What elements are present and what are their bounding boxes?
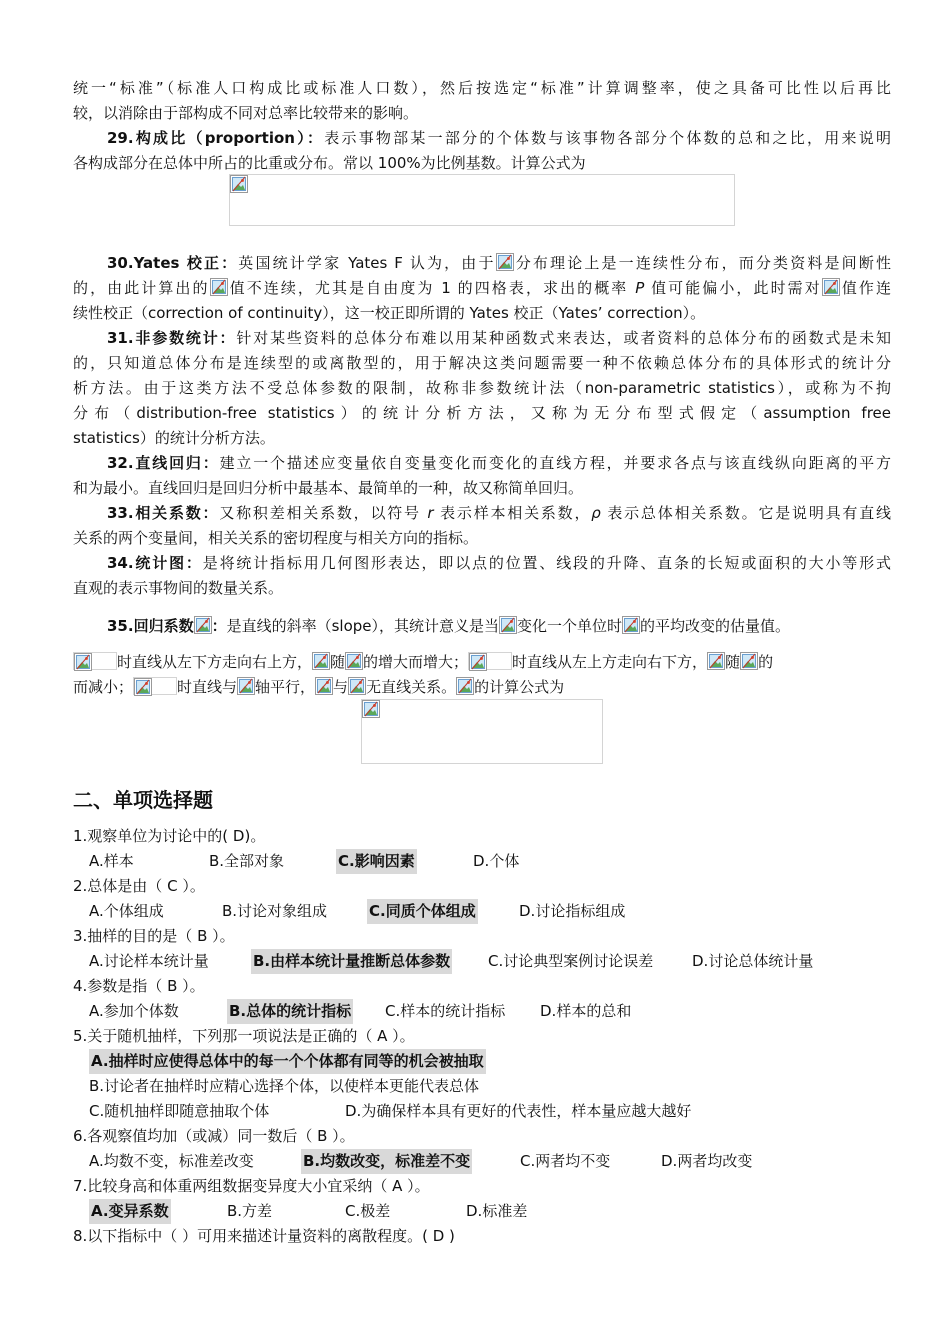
option: D.两者均改变 (661, 1152, 753, 1170)
option: A.样本 (89, 852, 134, 870)
b-image-icon (194, 616, 212, 634)
broken-image-icon (134, 678, 152, 696)
term-35-line-3: 而减小； 时直线与 轴平行， 与 无直线关系。 的计算公式为 (73, 678, 565, 696)
chi-square-image-icon (210, 278, 228, 296)
b-image-icon (456, 677, 474, 695)
correct-option: B.由样本统计量推断总体参数 (251, 949, 452, 974)
y-image-icon (707, 652, 725, 670)
inline-formula-box (468, 652, 512, 670)
question-5: 5.关于随机抽样，下列那一项说法是正确的（ A ）。 (73, 1027, 415, 1045)
inline-formula-box (133, 677, 177, 695)
question-2: 2.总体是由（ C ）。 (73, 877, 205, 895)
term-34-line-1: 34.统计图：是将统计指标用几何图形表达，即以点的位置、线段的升降、直条的长短或面积的大小等形式 (107, 554, 891, 572)
term-30-line-1: 30.Yates 校正：英国统计学家 Yates F 认为，由于 分布理论上是一连续性分布，而分类资料是间断性 (107, 254, 891, 272)
correct-option: A.抽样时应使得总体中的每一个个体都有同等的机会被抽取 (89, 1049, 486, 1074)
term-31-line-4: 分布（distribution-free statistics）的统计分析方法，又称为无分布型式假定（assumption free (73, 404, 891, 422)
correct-option: B.均数改变，标准差不变 (301, 1149, 472, 1174)
formula-image-frame (361, 699, 603, 764)
term-35-line-1: 35.回归系数 ：是直线的斜率（slope），其统计意义是当 变化一个单位时 的平均改变的估量值。 (107, 617, 791, 635)
question-3: 3.抽样的目的是（ B ）。 (73, 927, 235, 945)
term-35-title: 35.回归系数 (107, 617, 194, 635)
y-image-icon (622, 616, 640, 634)
x-image-icon (237, 677, 255, 695)
question-6: 6.各观察值均加（或减）同一数后（ B ）。 (73, 1127, 355, 1145)
chi-square-image-icon (496, 253, 514, 271)
option: B.全部对象 (209, 852, 285, 870)
term-30-title: 30.Yates 校正： (107, 254, 239, 272)
option: A.均数不变，标准差改变 (89, 1152, 254, 1170)
term-31-line-3: 析方法。由于这类方法不受总体参数的限制，故称非参数统计法（non-parametric statistics），或称为不拘 (73, 379, 891, 397)
y-image-icon (312, 652, 330, 670)
term-32-line-1: 32.直线回归：建立一个描述应变量依自变量变化而变化的直线方程，并要求各点与该直线纵向距离的平方 (107, 454, 891, 472)
question-7: 7.比较身高和体重两组数据变异度大小宜采纳（ A ）。 (73, 1177, 430, 1195)
term-30-line-3: 续性校正（correction of continuity），这一校正即所谓的 Yates 校正（Yates’ correction）。 (73, 304, 706, 322)
option: C.随机抽样即随意抽取个体 (89, 1102, 270, 1120)
option: D.个体 (473, 852, 520, 870)
inline-formula-box (73, 652, 117, 670)
term-30-line-2: 的，由此计算出的 值不连续，尤其是自由度为 1 的四格表，求出的概率 P 值可能偏小，此时需对 值作连 (73, 279, 891, 297)
correct-option: B.总体的统计指标 (227, 999, 353, 1024)
term-33-line-2: 关系的两个变量间，相关关系的密切程度与相关方向的指标。 (73, 529, 479, 547)
option: B.方差 (227, 1202, 273, 1220)
question-4: 4.参数是指（ B ）。 (73, 977, 205, 995)
term-35-line-2: 时直线从左下方走向右上方， 随 的增大而增大； 时直线从左上方走向右下方， 随 的 (73, 650, 891, 675)
term-29-title: 29.构成比（proportion）： (107, 129, 325, 147)
broken-image-icon (362, 700, 380, 718)
term-34-title: 34.统计图： (107, 554, 203, 572)
term-29-line-2: 各构成部分在总体中所占的比重或分布。常以 100%为比例基数。计算公式为 (73, 154, 586, 172)
intro-line-1: 统一“标准”（标准人口构成比或标准人口数），然后按选定“标准”计算调整率，使之具备可比性以后再比 (73, 79, 891, 97)
x-image-icon (315, 677, 333, 695)
term-34-line-2: 直观的表示事物间的数量关系。 (73, 579, 284, 597)
term-33-title: 33.相关系数： (107, 504, 220, 522)
correct-option: A.变异系数 (89, 1199, 171, 1224)
term-31-line-5: statistics）的统计分析方法。 (73, 429, 275, 447)
term-33-line-1: 33.相关系数：又称积差相关系数，以符号 r 表示样本相关系数，ρ 表示总体相关系数。它是说明具有直线 (107, 504, 891, 522)
x-image-icon (499, 616, 517, 634)
option: A.个体组成 (89, 902, 164, 920)
term-29-line-1: 29.构成比（proportion）：表示事物部某一部分的个体数与该事物各部分个体数的总和之比，用来说明 (107, 129, 891, 147)
section-heading: 二、单项选择题 (73, 788, 213, 812)
broken-image-icon (74, 653, 92, 671)
x-image-icon (345, 652, 363, 670)
term-32-title: 32.直线回归： (107, 454, 220, 472)
y-image-icon (348, 677, 366, 695)
option: D.讨论指标组成 (519, 902, 626, 920)
option: D.讨论总体统计量 (692, 952, 814, 970)
correct-option: C.影响因素 (336, 849, 417, 874)
option: D.样本的总和 (540, 1002, 632, 1020)
term-31-title: 31.非参数统计： (107, 329, 237, 347)
term-32-line-2: 和为最小。直线回归是回归分析中最基本、最简单的一种，故又称简单回归。 (73, 479, 584, 497)
x-image-icon (740, 652, 758, 670)
option: D.标准差 (466, 1202, 528, 1220)
option: A.讨论样本统计量 (89, 952, 209, 970)
option: C.讨论典型案例讨论误差 (488, 952, 654, 970)
option: C.极差 (345, 1202, 391, 1220)
correct-option: C.同质个体组成 (367, 899, 478, 924)
broken-image-icon (469, 653, 487, 671)
formula-image-frame (229, 174, 735, 226)
option: C.两者均不变 (520, 1152, 611, 1170)
question-1: 1.观察单位为讨论中的( D)。 (73, 827, 266, 845)
option: A.参加个体数 (89, 1002, 179, 1020)
term-31-line-1: 31.非参数统计：针对某些资料的总体分布难以用某种函数式来表达，或者资料的总体分布的函数式是未知 (107, 329, 891, 347)
option: B.讨论者在抽样时应精心选择个体，以使样本更能代表总体 (89, 1077, 480, 1095)
broken-image-icon (230, 175, 248, 193)
chi-square-image-icon (822, 278, 840, 296)
option: B.讨论对象组成 (222, 902, 328, 920)
option: D.为确保样本具有更好的代表性，样本量应越大越好 (345, 1102, 692, 1120)
question-8: 8.以下指标中（ ）可用来描述计量资料的离散程度。( D ) (73, 1227, 455, 1245)
term-31-line-2: 的，只知道总体分布是连续型的或离散型的，用于解决这类问题需要一种不依赖总体分布的具体形式的统计分 (73, 354, 891, 372)
option: C.样本的统计指标 (385, 1002, 506, 1020)
intro-line-2: 较，以消除由于部构成不同对总率比较带来的影响。 (73, 104, 419, 122)
